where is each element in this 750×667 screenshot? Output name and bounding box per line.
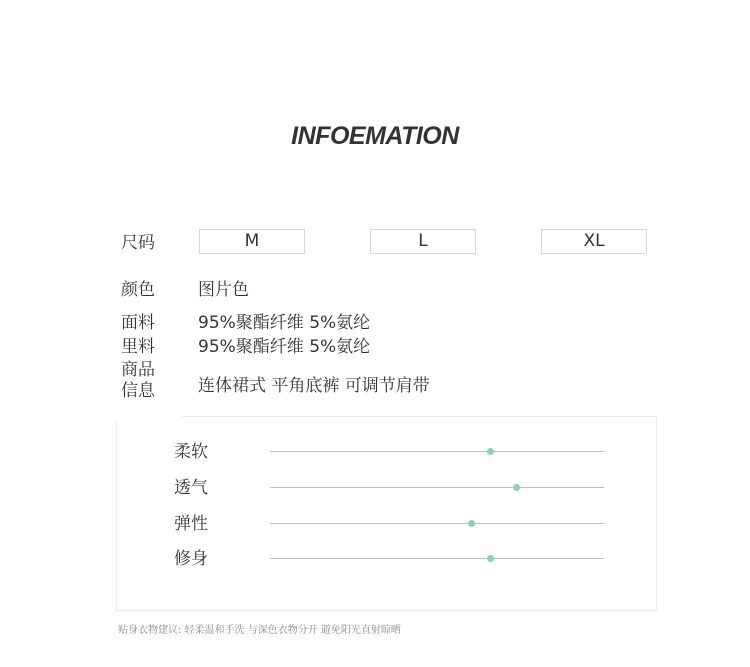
color-label: 颜色 (121, 280, 155, 300)
feature-track-elasticity (270, 523, 604, 524)
size-option-xl[interactable]: XL (541, 229, 647, 254)
feature-label-softness: 柔软 (174, 442, 208, 462)
color-value: 图片色 (198, 280, 249, 300)
feature-dot-fit (487, 555, 494, 562)
feature-track-softness (270, 451, 604, 452)
feature-dot-elasticity (468, 520, 475, 527)
product-info-label-line1: 商品 (121, 360, 155, 380)
size-label: 尺码 (121, 233, 155, 253)
size-option-m[interactable]: M (199, 229, 305, 254)
feature-track-fit (270, 558, 604, 559)
size-option-l[interactable]: L (370, 229, 476, 254)
lining-label: 里料 (121, 337, 155, 357)
product-info-value: 连体裙式 平角底裤 可调节肩带 (198, 376, 430, 396)
page-title: INFOEMATION (291, 122, 459, 150)
feature-label-fit: 修身 (174, 549, 208, 569)
feature-label-elasticity: 弹性 (174, 514, 208, 534)
care-instructions: 贴身衣物建议: 轻柔温和手洗 与深色衣物分开 避免阳光直射晾晒 (118, 625, 401, 636)
panel-notch (116, 408, 182, 420)
lining-value: 95%聚酯纤维 5%氨纶 (198, 337, 371, 357)
fabric-value: 95%聚酯纤维 5%氨纶 (198, 313, 371, 333)
fabric-label: 面料 (121, 313, 155, 333)
product-info-label-line2: 信息 (121, 381, 155, 401)
feature-track-breathability (270, 487, 604, 488)
feature-dot-softness (487, 448, 494, 455)
feature-label-breathability: 透气 (174, 478, 208, 498)
feature-dot-breathability (513, 484, 520, 491)
